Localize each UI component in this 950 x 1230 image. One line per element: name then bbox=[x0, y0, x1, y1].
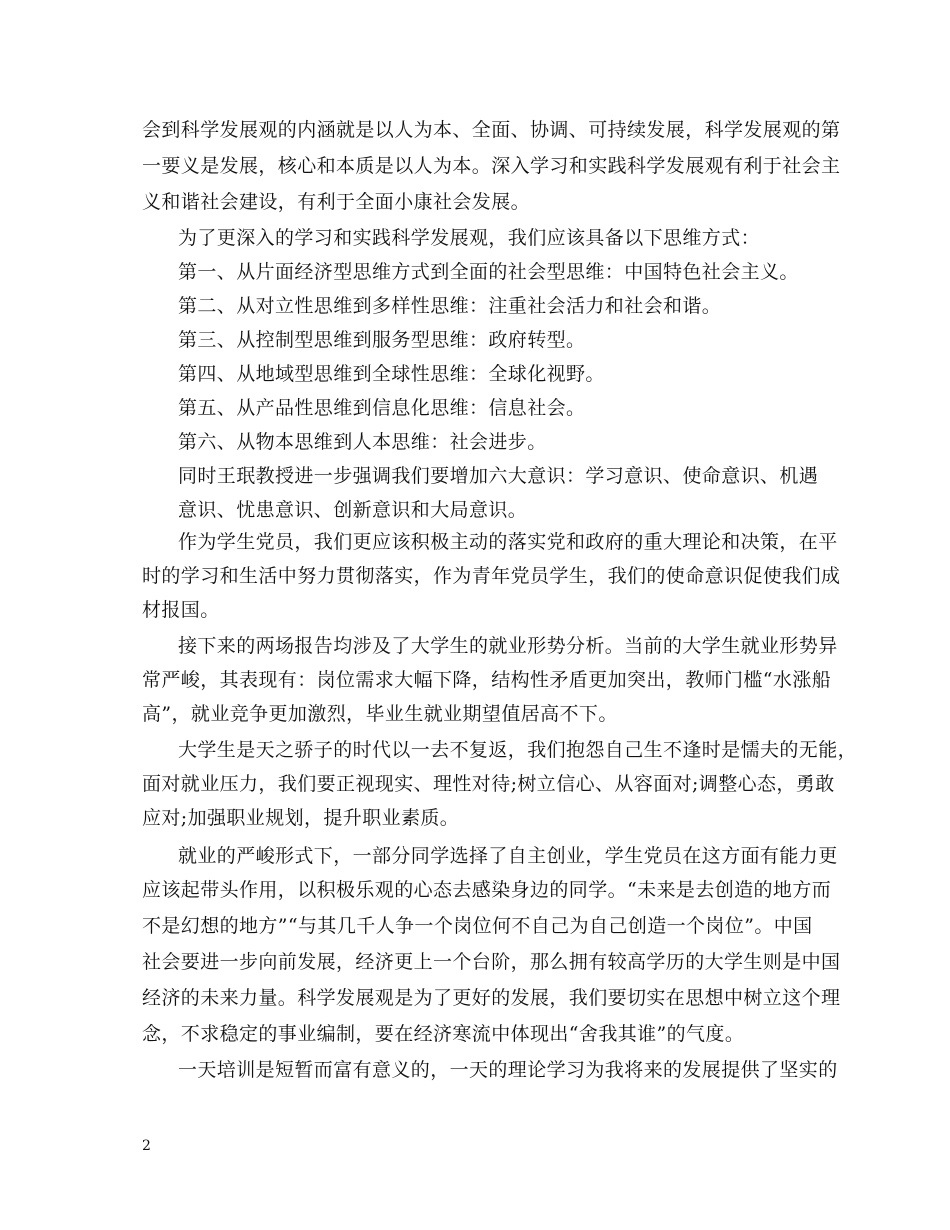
text-line: 面对就业压力，我们要正视现实、理性对待;树立信心、从容面对;调整心态，勇敢 bbox=[142, 773, 835, 795]
text-line: 一要义是发展，核心和本质是以人为本。深入学习和实践科学发展观有利于社会主 bbox=[142, 155, 841, 177]
text-line: 第五、从产品性思维到信息化思维：信息社会。 bbox=[178, 397, 586, 419]
page-number: 2 bbox=[142, 1138, 151, 1154]
text-line: 第四、从地域型思维到全球性思维：全球化视野。 bbox=[178, 363, 605, 385]
text-line: 不是幻想的地方”“与其几千人争一个岗位何不自己为自己创造一个岗位”。中国 bbox=[142, 915, 813, 937]
text-line: 第一、从片面经济型思维方式到全面的社会型思维：中国特色社会主义。 bbox=[178, 261, 799, 283]
text-line: 社会要进一步向前发展，经济更上一个台阶，那么拥有较高学历的大学生则是中国 bbox=[142, 951, 841, 973]
text-line: 大学生是天之骄子的时代以一去不复返，我们抱怨自己生不逢时是懦夫的无能， bbox=[178, 739, 858, 761]
text-line: 同时王珉教授进一步强调我们要增加六大意识：学习意识、使命意识、机遇 bbox=[178, 465, 819, 487]
text-line: 接下来的两场报告均涉及了大学生的就业形势分析。当前的大学生就业形势异 bbox=[178, 635, 838, 657]
text-line: 义和谐社会建设，有利于全面小康社会发展。 bbox=[142, 191, 531, 213]
text-line: 应对;加强职业规划，提升职业素质。 bbox=[142, 807, 460, 829]
text-line: 材报国。 bbox=[142, 599, 220, 621]
text-line: 高”，就业竞争更加激烈，毕业生就业期望值居高不下。 bbox=[142, 703, 618, 725]
text-line: 作为学生党员，我们更应该积极主动的落实党和政府的重大理论和决策，在平 bbox=[178, 531, 838, 553]
text-line: 就业的严峻形式下，一部分同学选择了自主创业，学生党员在这方面有能力更 bbox=[178, 845, 838, 867]
text-line: 经济的未来力量。科学发展观是为了更好的发展，我们要切实在思想中树立这个理 bbox=[142, 987, 841, 1009]
text-line: 第二、从对立性思维到多样性思维：注重社会活力和社会和谐。 bbox=[178, 295, 722, 317]
text-line: 会到科学发展观的内涵就是以人为本、全面、协调、可持续发展，科学发展观的第 bbox=[142, 119, 841, 141]
text-line: 第六、从物本思维到人本思维：社会进步。 bbox=[178, 431, 547, 453]
text-line: 为了更深入的学习和实践科学发展观，我们应该具备以下思维方式： bbox=[178, 227, 761, 249]
text-line: 应该起带头作用，以积极乐观的心态去感染身边的同学。“未来是去创造的地方而 bbox=[142, 879, 832, 901]
text-line: 意识、忧患意识、创新意识和大局意识。 bbox=[178, 499, 528, 521]
text-line: 念，不求稳定的事业编制，要在经济寒流中体现出“舍我其谁”的气度。 bbox=[142, 1023, 745, 1045]
text-line: 第三、从控制型思维到服务型思维：政府转型。 bbox=[178, 329, 586, 351]
text-line: 常严峻，其表现有：岗位需求大幅下降，结构性矛盾更加突出，教师门槛“水涨船 bbox=[142, 669, 832, 691]
text-line: 一天培训是短暂而富有意义的，一天的理论学习为我将来的发展提供了坚实的 bbox=[178, 1059, 838, 1081]
text-line: 时的学习和生活中努力贯彻落实，作为青年党员学生，我们的使命意识促使我们成 bbox=[142, 565, 841, 587]
